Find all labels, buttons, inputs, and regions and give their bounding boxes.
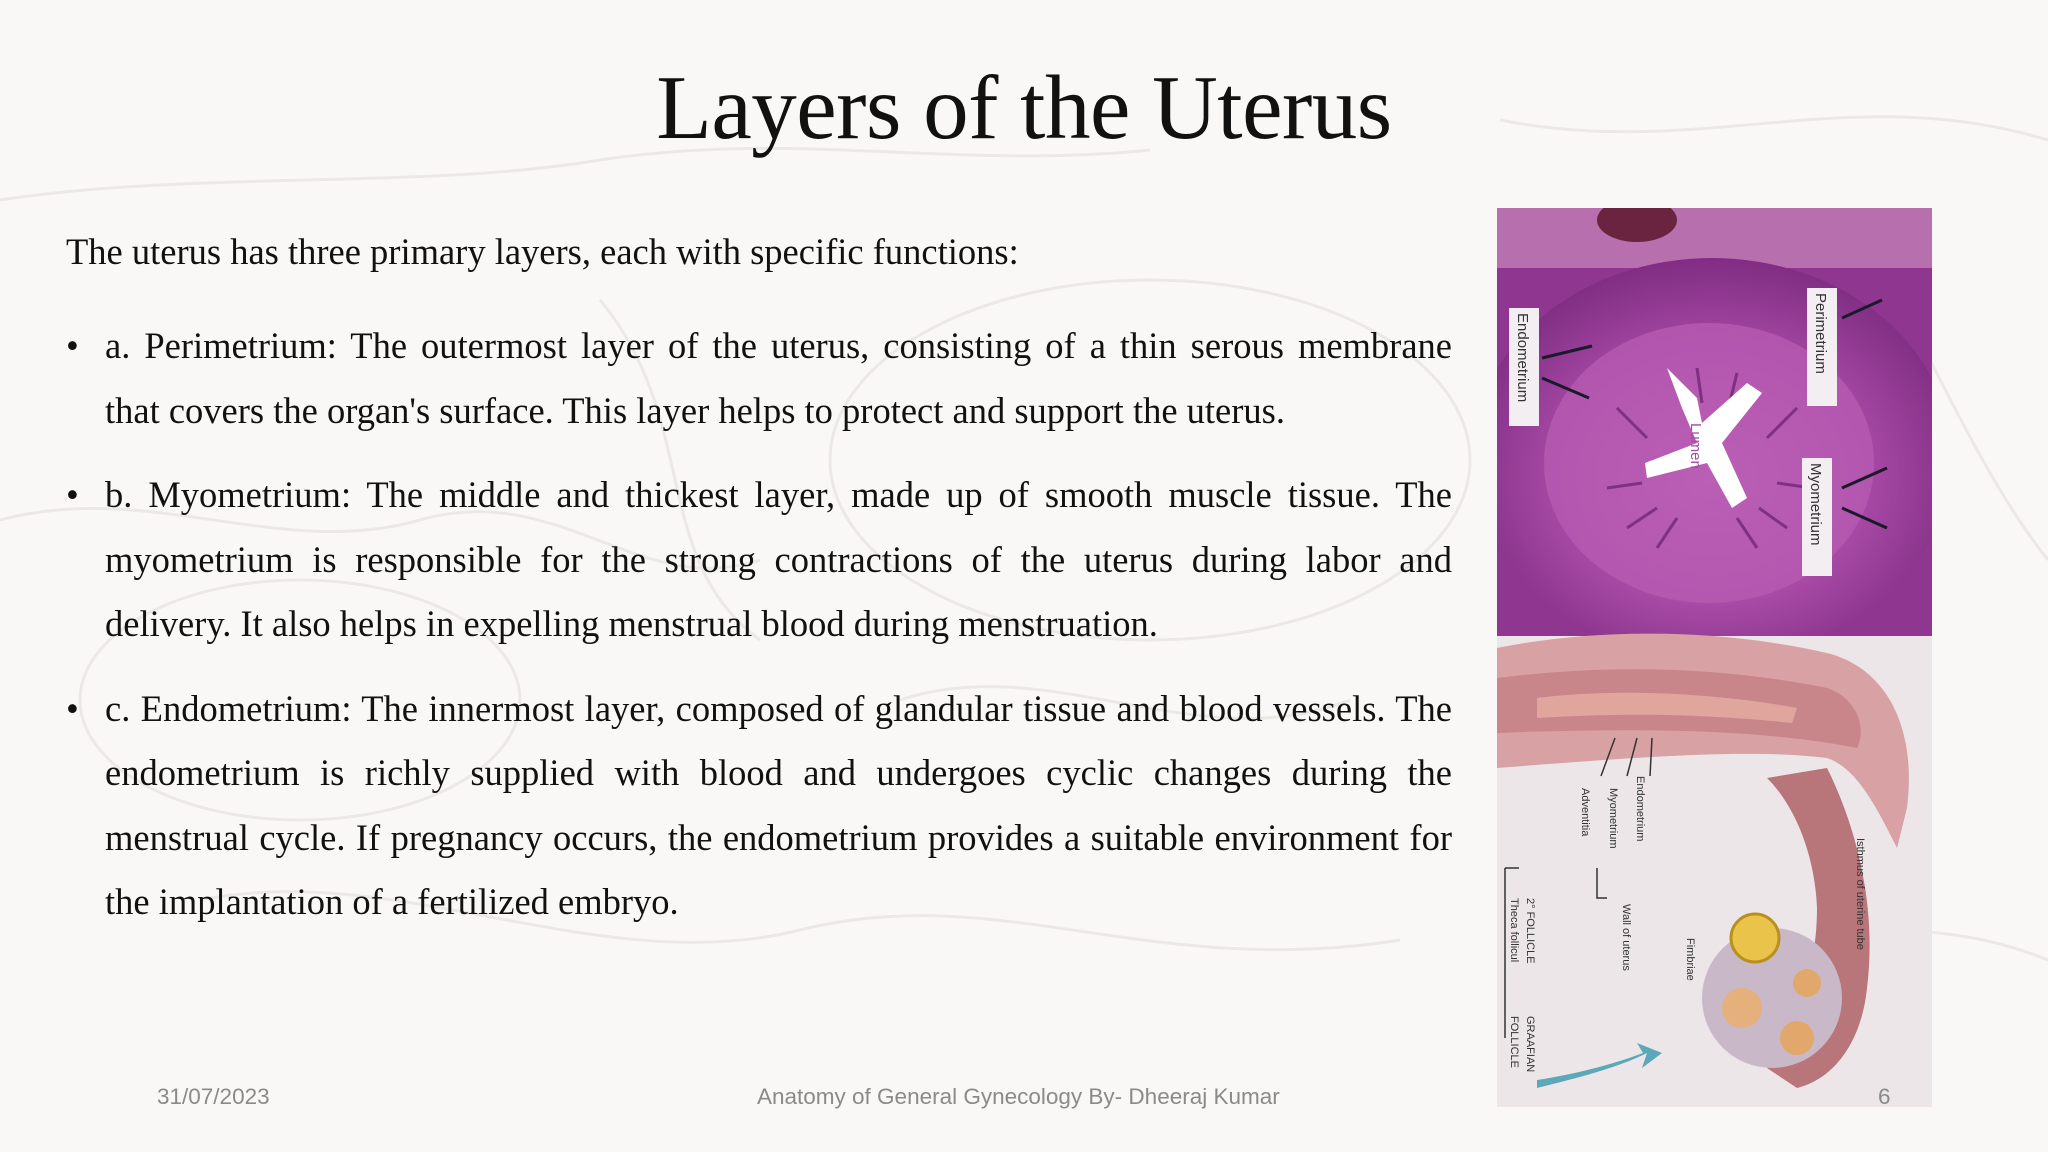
label-myometrium: Myometrium — [1807, 463, 1824, 546]
uterus-figure — [1497, 208, 1932, 1107]
bullet-perimetrium — [66, 314, 1452, 443]
label-graafian: GRAAFIAN — [1524, 1016, 1536, 1073]
footer-caption: Anatomy of General Gynecology By- Dheeraj Kumar — [757, 1084, 1280, 1109]
label-endometrium-diagram: Endometrium — [1634, 776, 1646, 842]
label-fimbriae: Fimbriae — [1684, 938, 1696, 981]
label-myometrium-diagram: Myometrium — [1607, 788, 1619, 849]
uterus-illustration — [1497, 208, 1932, 1107]
bullet-text: b. Myometrium: The middle and thickest layer, made up of smooth muscle tissue. The myometrium is responsible for the strong contractions of the uterus during labor and delivery. It also helps in expelling menstrual blood during menstruation. — [105, 474, 1452, 644]
anatomy-diagram-panel — [1497, 634, 1932, 1107]
footer-date: 31/07/2023 — [157, 1084, 270, 1109]
label-perimetrium: Perimetrium — [1812, 293, 1829, 374]
bullet-marker: • — [66, 687, 79, 729]
bullet-marker: • — [66, 325, 79, 366]
label-endometrium: Endometrium — [1514, 313, 1531, 403]
label-theca: Theca follicul — [1508, 898, 1520, 963]
label-lumen: Lumen — [1687, 423, 1704, 469]
label-2-follicle: 2° FOLLICLE — [1524, 898, 1536, 964]
bullet-myometrium — [66, 463, 1452, 657]
label-follicle: FOLLICLE — [1508, 1016, 1520, 1068]
bullet-marker: • — [66, 474, 79, 515]
bullet-text: c. Endometrium: The innermost layer, composed of glandular tissue and blood vessels. The endometrium is richly supplied with blood and undergoes cyclic changes during the menstrual cycle. If pregnancy occurs, the endometrium provides a suitable environment for the implantation of a fertilized embryo. — [105, 687, 1452, 922]
histology-panel — [1497, 208, 1932, 658]
slide-intro: The uterus has three primary layers, each with specific functions: — [66, 231, 1019, 272]
bullet-endometrium — [66, 677, 1452, 935]
slide-title: Layers of the Uterus — [656, 57, 1392, 158]
label-isthmus: Isthmus of uterine tube — [1854, 838, 1866, 950]
bullet-list — [66, 314, 1452, 955]
bullet-text: a. Perimetrium: The outermost layer of the uterus, consisting of a thin serous membrane that covers the organ's surface. This layer helps to protect and support the uterus. — [105, 325, 1452, 431]
label-wall-of-uterus: Wall of uterus — [1620, 904, 1632, 971]
label-adventitia: Adventitia — [1579, 788, 1591, 837]
slide-number: 6 — [1878, 1084, 1891, 1109]
